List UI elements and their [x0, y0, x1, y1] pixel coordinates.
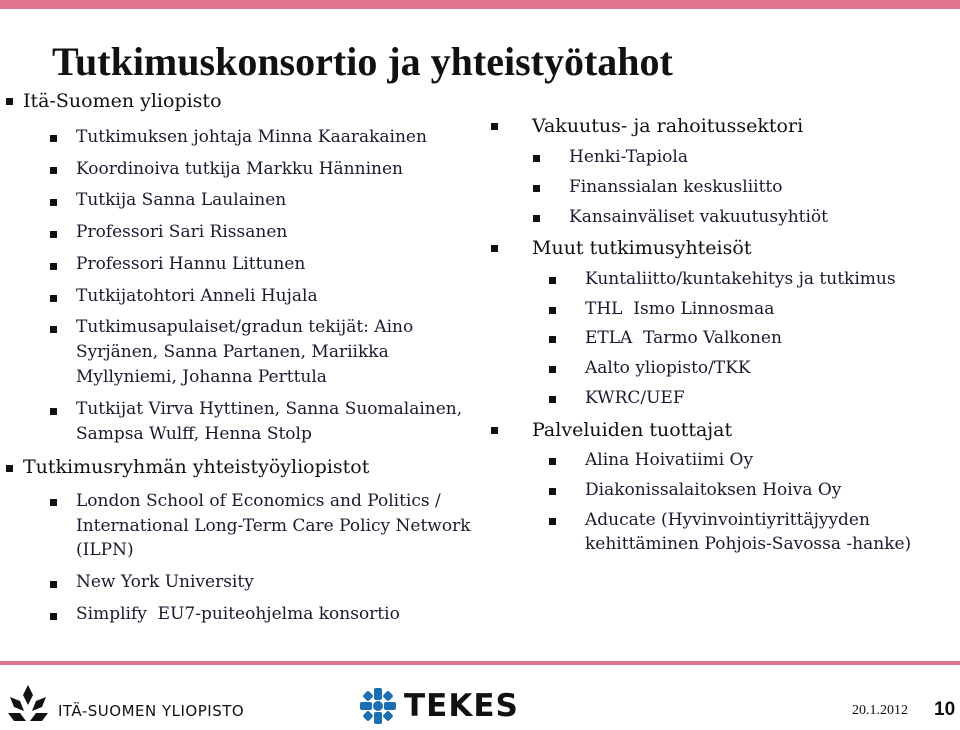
list-item: KWRC/UEF	[585, 388, 685, 408]
section-heading-research-communities: Muut tutkimusyhteisöt	[532, 237, 752, 259]
bullet-icon	[491, 427, 498, 434]
list-item-line: Syrjänen, Sanna Partanen, Mariikka	[76, 342, 389, 362]
list-item: New York University	[76, 572, 254, 592]
bullet-icon	[549, 458, 556, 465]
tekes-logo-icon	[358, 686, 398, 726]
bullet-icon	[6, 465, 13, 472]
bottom-accent-bar	[0, 661, 960, 665]
list-item-line: London School of Economics and Politics /	[76, 491, 441, 511]
slide-date: 20.1.2012	[852, 703, 908, 718]
bullet-icon	[549, 277, 556, 284]
list-item: Tutkijatohtori Anneli Hujala	[76, 286, 318, 306]
bullet-icon	[549, 396, 556, 403]
list-item-line: kehittäminen Pohjois-Savossa -hanke)	[585, 534, 912, 554]
page-number: 10	[934, 699, 956, 720]
slide-title: Tutkimuskonsortio ja yhteistyötahot	[52, 39, 673, 84]
list-item: Kansainväliset vakuutusyhtiöt	[569, 207, 828, 227]
list-item: Tutkimuksen johtaja Minna Kaarakainen	[76, 127, 427, 147]
list-item: Diakonissalaitoksen Hoiva Oy	[585, 480, 842, 500]
list-item-line: Aducate (Hyvinvointiyrittäjyyden	[585, 510, 870, 530]
bullet-icon	[50, 581, 57, 588]
list-item: Finanssialan keskusliitto	[569, 177, 783, 197]
bullet-icon	[533, 215, 540, 222]
bullet-icon	[50, 263, 57, 270]
bullet-icon	[6, 98, 13, 105]
list-item: Alina Hoivatiimi Oy	[585, 450, 754, 470]
bullet-icon	[50, 135, 57, 142]
bullet-icon	[50, 295, 57, 302]
bullet-icon	[533, 185, 540, 192]
bullet-icon	[549, 488, 556, 495]
uef-logo-icon	[6, 683, 50, 723]
bullet-icon	[533, 155, 540, 162]
section-heading-service-providers: Palveluiden tuottajat	[532, 419, 733, 441]
uef-name: ITÄ-SUOMEN YLIOPISTO	[58, 702, 245, 720]
list-item: ETLA Tarmo Valkonen	[585, 328, 782, 348]
list-item-line: (ILPN)	[76, 540, 134, 560]
bullet-icon	[491, 123, 498, 130]
bullet-icon	[50, 408, 57, 415]
bullet-icon	[50, 231, 57, 238]
list-item: Professori Hannu Littunen	[76, 254, 306, 274]
section-heading-uef: Itä-Suomen yliopisto	[23, 90, 222, 112]
tekes-name: TEKES	[404, 688, 519, 724]
bullet-icon	[50, 326, 57, 333]
list-item: Simplify EU7-puiteohjelma konsortio	[76, 604, 400, 624]
list-item: Henki-Tapiola	[569, 147, 688, 167]
list-item: Professori Sari Rissanen	[76, 222, 288, 242]
bullet-icon	[549, 336, 556, 343]
list-item-line: Tutkimusapulaiset/gradun tekijät: Aino	[76, 317, 414, 337]
list-item: Tutkija Sanna Laulainen	[76, 190, 287, 210]
list-item-line: Tutkijat Virva Hyttinen, Sanna Suomalainen,	[76, 399, 463, 419]
bullet-icon	[549, 366, 556, 373]
list-item: Koordinoiva tutkija Markku Hänninen	[76, 159, 403, 179]
list-item-line: Myllyniemi, Johanna Perttula	[76, 367, 327, 387]
section-heading-partner-universities: Tutkimusryhmän yhteistyöyliopistot	[23, 456, 370, 478]
bullet-icon	[50, 199, 57, 206]
bullet-icon	[50, 499, 57, 506]
bullet-icon	[549, 307, 556, 314]
list-item: Aalto yliopisto/TKK	[585, 358, 751, 378]
top-accent-bar	[0, 0, 960, 9]
bullet-icon	[50, 613, 57, 620]
list-item-line: Sampsa Wulff, Henna Stolp	[76, 424, 312, 444]
list-item: THL Ismo Linnosmaa	[585, 299, 775, 319]
bullet-icon	[491, 245, 498, 252]
list-item-line: International Long-Term Care Policy Network	[76, 516, 471, 536]
list-item: Kuntaliitto/kuntakehitys ja tutkimus	[585, 269, 896, 289]
bullet-icon	[50, 167, 57, 174]
bullet-icon	[549, 518, 556, 525]
section-heading-insurance: Vakuutus- ja rahoitussektori	[532, 115, 804, 137]
